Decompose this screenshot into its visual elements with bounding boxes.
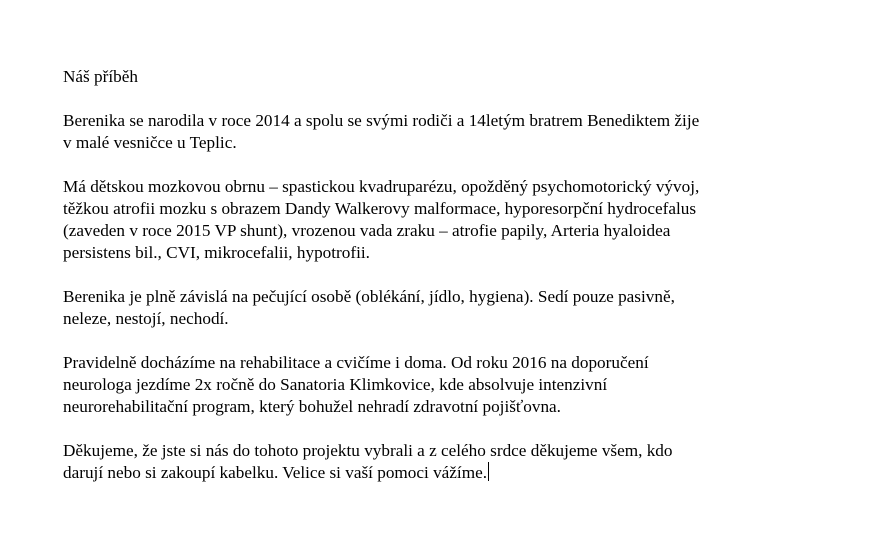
document-body[interactable] <box>63 66 853 506</box>
paragraph-5 <box>63 440 853 484</box>
text-line: neleze, nestojí, nechodí. <box>63 309 229 328</box>
paragraph-1 <box>63 110 853 154</box>
text-line-content: darují nebo si zakoupí kabelku. Velice si vaší pomoci vážíme. <box>63 463 488 482</box>
paragraph-2 <box>63 176 853 264</box>
text-line: neurologa jezdíme 2x ročně do Sanatoria Klimkovice, kde absolvuje intenzivní <box>63 375 608 394</box>
text-line: (zaveden v roce 2015 VP shunt), vrozenou vada zraku – atrofie papily, Arteria hyaloidea <box>63 221 671 240</box>
text-line: Má dětskou mozkovou obrnu – spastickou kvadruparézu, opožděný psychomotorický vývoj, <box>63 177 700 196</box>
text-cursor <box>488 462 489 481</box>
text-line: v malé vesničce u Teplic. <box>63 133 237 152</box>
text-line: persistens bil., CVI, mikrocefalii, hypotrofii. <box>63 243 370 262</box>
text-line-last <box>63 462 853 484</box>
paragraph-4 <box>63 352 853 418</box>
text-line: Berenika je plně závislá na pečující osobě (oblékání, jídlo, hygiena). Sedí pouze pasivně, <box>63 287 675 306</box>
text-line: neurorehabilitační program, který bohužel nehradí zdravotní pojišťovna. <box>63 397 561 416</box>
text-line: Pravidelně docházíme na rehabilitace a cvičíme i doma. Od roku 2016 na doporučení <box>63 353 649 372</box>
text-line: těžkou atrofii mozku s obrazem Dandy Walkerovy malformace, hyporesorpční hydrocefalus <box>63 199 697 218</box>
title-line: Náš příběh <box>63 67 138 86</box>
text-line: Děkujeme, že jste si nás do tohoto projektu vybrali a z celého srdce děkujeme všem, kdo <box>63 441 673 460</box>
document-title <box>63 66 853 88</box>
paragraph-3 <box>63 286 853 330</box>
text-line: Berenika se narodila v roce 2014 a spolu se svými rodiči a 14letým bratrem Benediktem žije <box>63 111 700 130</box>
